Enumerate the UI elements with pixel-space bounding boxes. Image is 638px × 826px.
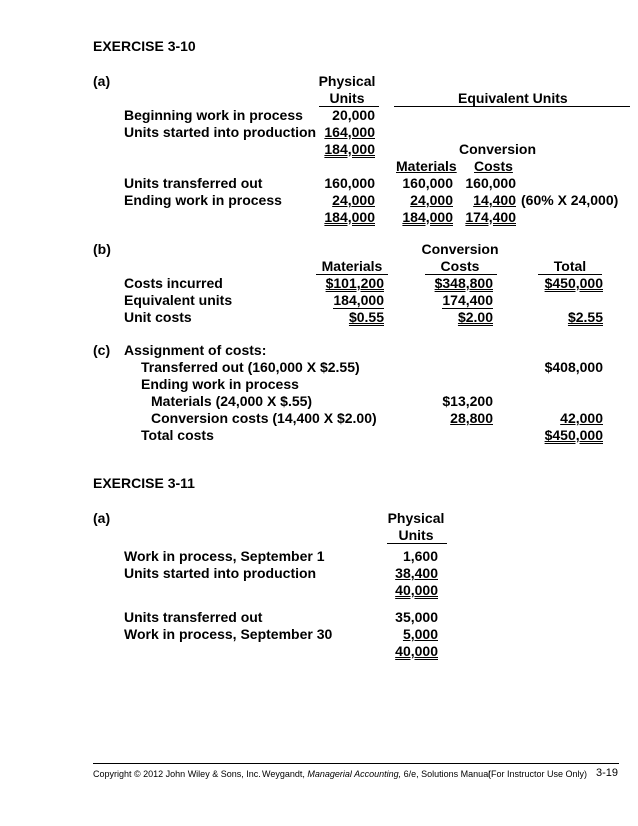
conversion-value: $348,800 <box>434 275 493 291</box>
row-label: Units started into production <box>124 565 317 581</box>
units-value: 1,600 <box>402 548 438 564</box>
total-value: $2.55 <box>567 309 603 325</box>
footer-instructor-note: (For Instructor Use Only) <box>488 769 588 779</box>
row-label: Conversion costs (14,400 X $2.00) <box>151 410 377 426</box>
units-value: 35,000 <box>395 609 438 625</box>
conversion-value: 160,000 <box>465 175 516 191</box>
conversion-header: Conversion <box>421 241 499 257</box>
units-total: 184,000 <box>324 141 375 157</box>
conversion-value: 174,400 <box>442 292 493 308</box>
assignment-heading: Assignment of costs: <box>124 342 267 358</box>
units-value: 5,000 <box>402 626 438 642</box>
physical-header: Physical <box>387 510 445 526</box>
row-label: Work in process, September 1 <box>124 548 325 564</box>
calculation-note: (60% X 24,000) <box>521 192 619 208</box>
conversion-total: 174,400 <box>465 209 516 225</box>
footer-page-number: 3-19 <box>596 767 619 779</box>
total-value: $450,000 <box>544 427 603 443</box>
units-value: 38,400 <box>395 565 438 581</box>
conversion-value: $2.00 <box>457 309 493 325</box>
total-header: Total <box>553 258 587 274</box>
equivalent-units-header: Equivalent Units <box>458 90 568 106</box>
row-label: Units transferred out <box>124 175 263 191</box>
units-header: Units <box>329 90 365 106</box>
row-label: Total costs <box>141 427 214 443</box>
total-value: $408,000 <box>544 359 603 375</box>
row-label: Work in process, September 30 <box>124 626 333 642</box>
materials-value: $101,200 <box>325 275 384 291</box>
materials-value: 160,000 <box>402 175 453 191</box>
units-value: 164,000 <box>324 124 375 140</box>
row-label: Units started into production <box>124 124 317 140</box>
row-label: Materials (24,000 X $.55) <box>151 393 313 409</box>
total-value: 42,000 <box>560 410 603 426</box>
exercise-3-11-title: EXERCISE 3-11 <box>93 475 195 491</box>
row-label: Beginning work in process <box>124 107 303 123</box>
conversion-value: 14,400 <box>473 192 516 208</box>
units-value: 160,000 <box>324 175 375 191</box>
row-label: Equivalent units <box>124 292 233 308</box>
footer-edition: 6/e, Solutions Manual <box>403 769 491 779</box>
equivalent-units-rule <box>394 106 630 107</box>
part-a-label: (a) <box>93 510 111 526</box>
conversion-header: Conversion <box>459 141 537 157</box>
footer-book-title: Managerial Accounting, <box>307 769 402 779</box>
row-label: Ending work in process <box>141 376 299 392</box>
row-label: Ending work in process <box>124 192 282 208</box>
amount-value: 28,800 <box>450 410 493 426</box>
footer-citation <box>262 768 490 780</box>
units-total: 40,000 <box>395 643 438 659</box>
physical-header: Physical <box>318 73 376 89</box>
total-value: $450,000 <box>544 275 603 291</box>
materials-value: $0.55 <box>348 309 384 325</box>
units-value: 24,000 <box>332 192 375 208</box>
footer-rule <box>93 763 619 764</box>
row-label: Units transferred out <box>124 609 263 625</box>
exercise-3-10-title: EXERCISE 3-10 <box>93 38 196 54</box>
costs-header: Costs <box>440 258 480 274</box>
materials-header: Materials <box>321 258 383 274</box>
units-header: Units <box>398 527 434 543</box>
row-label: Costs incurred <box>124 275 223 291</box>
part-a-label: (a) <box>93 73 111 89</box>
costs-header: Costs <box>474 158 513 174</box>
materials-value: 24,000 <box>410 192 453 208</box>
part-c-label: (c) <box>93 342 111 358</box>
footer-copyright: Copyright © 2012 John Wiley & Sons, Inc. <box>93 769 261 779</box>
part-b-label: (b) <box>93 241 111 257</box>
materials-total: 184,000 <box>402 209 453 225</box>
amount-value: $13,200 <box>442 393 493 409</box>
materials-header: Materials <box>396 158 457 174</box>
units-header-rule <box>387 543 447 544</box>
row-label: Unit costs <box>124 309 192 325</box>
footer-author: Weygandt, <box>262 769 305 779</box>
units-total: 40,000 <box>395 582 438 598</box>
units-value: 20,000 <box>332 107 375 123</box>
units-total: 184,000 <box>324 209 375 225</box>
materials-value: 184,000 <box>333 292 384 308</box>
row-label: Transferred out (160,000 X $2.55) <box>141 359 360 375</box>
